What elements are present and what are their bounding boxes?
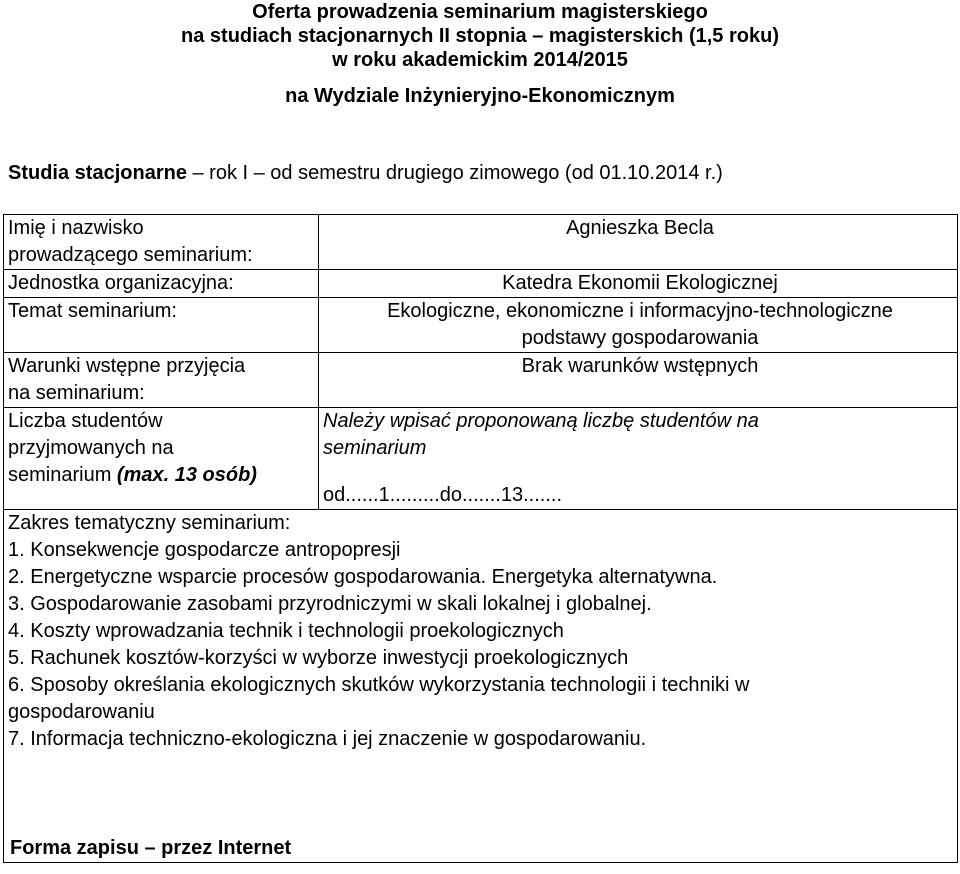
header-title: Oferta prowadzenia seminarium magisterskiego: [252, 1, 708, 23]
student-count-range: od......1.........do.......13.......: [323, 484, 563, 506]
list-item: 3. Gospodarowanie zasobami przyrodniczymi w skali lokalnej i globalnej.: [8, 593, 652, 615]
header-faculty: na Wydziale Inżynieryjno-Ekonomicznym: [285, 85, 675, 107]
student-count-max: (max. 13 osób): [116, 464, 257, 486]
topic-value: [319, 298, 958, 353]
supervisor-value: Agnieszka Becla: [319, 215, 958, 270]
seminar-offer-table: [3, 214, 958, 863]
list-item: 5. Rachunek kosztów-korzyści w wyborze inwestycji proekologicznych: [8, 647, 629, 669]
scope-list: [8, 537, 957, 753]
study-mode-details: – rok I – od semestru drugiego zimowego (od 01.10.2014 r.): [186, 162, 723, 184]
conditions-label: [4, 353, 319, 408]
registration-form-line: Forma zapisu – przez Internet: [10, 837, 292, 859]
student-count-note-line2: seminarium: [323, 437, 427, 459]
table-row-topic: [4, 298, 958, 353]
list-item: 6. Sposoby określania ekologicznych skutków wykorzystania technologii i techniki w: [8, 674, 750, 696]
student-count-note-line1: Należy wpisać proponowaną liczbę studentów na: [323, 410, 759, 432]
table-row-student-count: [4, 408, 958, 510]
document-header: [0, 0, 960, 108]
supervisor-label: [4, 215, 319, 270]
study-mode-line: [8, 161, 723, 185]
table-row-scope: [4, 510, 958, 863]
supervisor-label-line1: Imię i nazwisko: [8, 217, 144, 239]
list-item: 4. Koszty wprowadzania technik i technologii proekologicznych: [8, 620, 564, 642]
study-mode-label: Studia stacjonarne: [8, 162, 187, 184]
table-row-unit: [4, 270, 958, 298]
header-study-type: na studiach stacjonarnych II stopnia – magisterskich (1,5 roku): [181, 25, 779, 47]
student-count-label-seminar: seminarium: [8, 464, 117, 486]
student-count-label-line3: [8, 462, 318, 489]
conditions-label-line2: na seminarium:: [8, 382, 145, 404]
table-row-conditions: [4, 353, 958, 408]
topic-label: Temat seminarium:: [4, 298, 319, 353]
list-item: 1. Konsekwencje gospodarcze antropopresji: [8, 539, 401, 561]
scope-title: Zakres tematyczny seminarium:: [8, 512, 291, 534]
student-count-value: [319, 408, 958, 510]
student-count-label: [4, 408, 319, 510]
scope-cell: [4, 510, 958, 863]
list-item: gospodarowaniu: [8, 701, 155, 723]
supervisor-label-line2: prowadzącego seminarium:: [8, 244, 253, 266]
list-item: 2. Energetyczne wsparcie procesów gospodarowania. Energetyka alternatywna.: [8, 566, 718, 588]
student-count-label-line1: Liczba studentów: [8, 410, 163, 432]
unit-label: Jednostka organizacyjna:: [4, 270, 319, 298]
header-academic-year: w roku akademickim 2014/2015: [332, 49, 628, 71]
unit-value: Katedra Ekonomii Ekologicznej: [319, 270, 958, 298]
topic-value-line1: Ekologiczne, ekonomiczne i informacyjno-technologiczne: [387, 300, 893, 322]
table-row-supervisor: [4, 215, 958, 270]
list-item: 7. Informacja techniczno-ekologiczna i jej znaczenie w gospodarowaniu.: [8, 728, 647, 750]
topic-value-line2: podstawy gospodarowania: [521, 327, 759, 349]
student-count-label-line2: przyjmowanych na: [8, 437, 174, 459]
conditions-value: Brak warunków wstępnych: [319, 353, 958, 408]
conditions-label-line1: Warunki wstępne przyjęcia: [8, 355, 246, 377]
